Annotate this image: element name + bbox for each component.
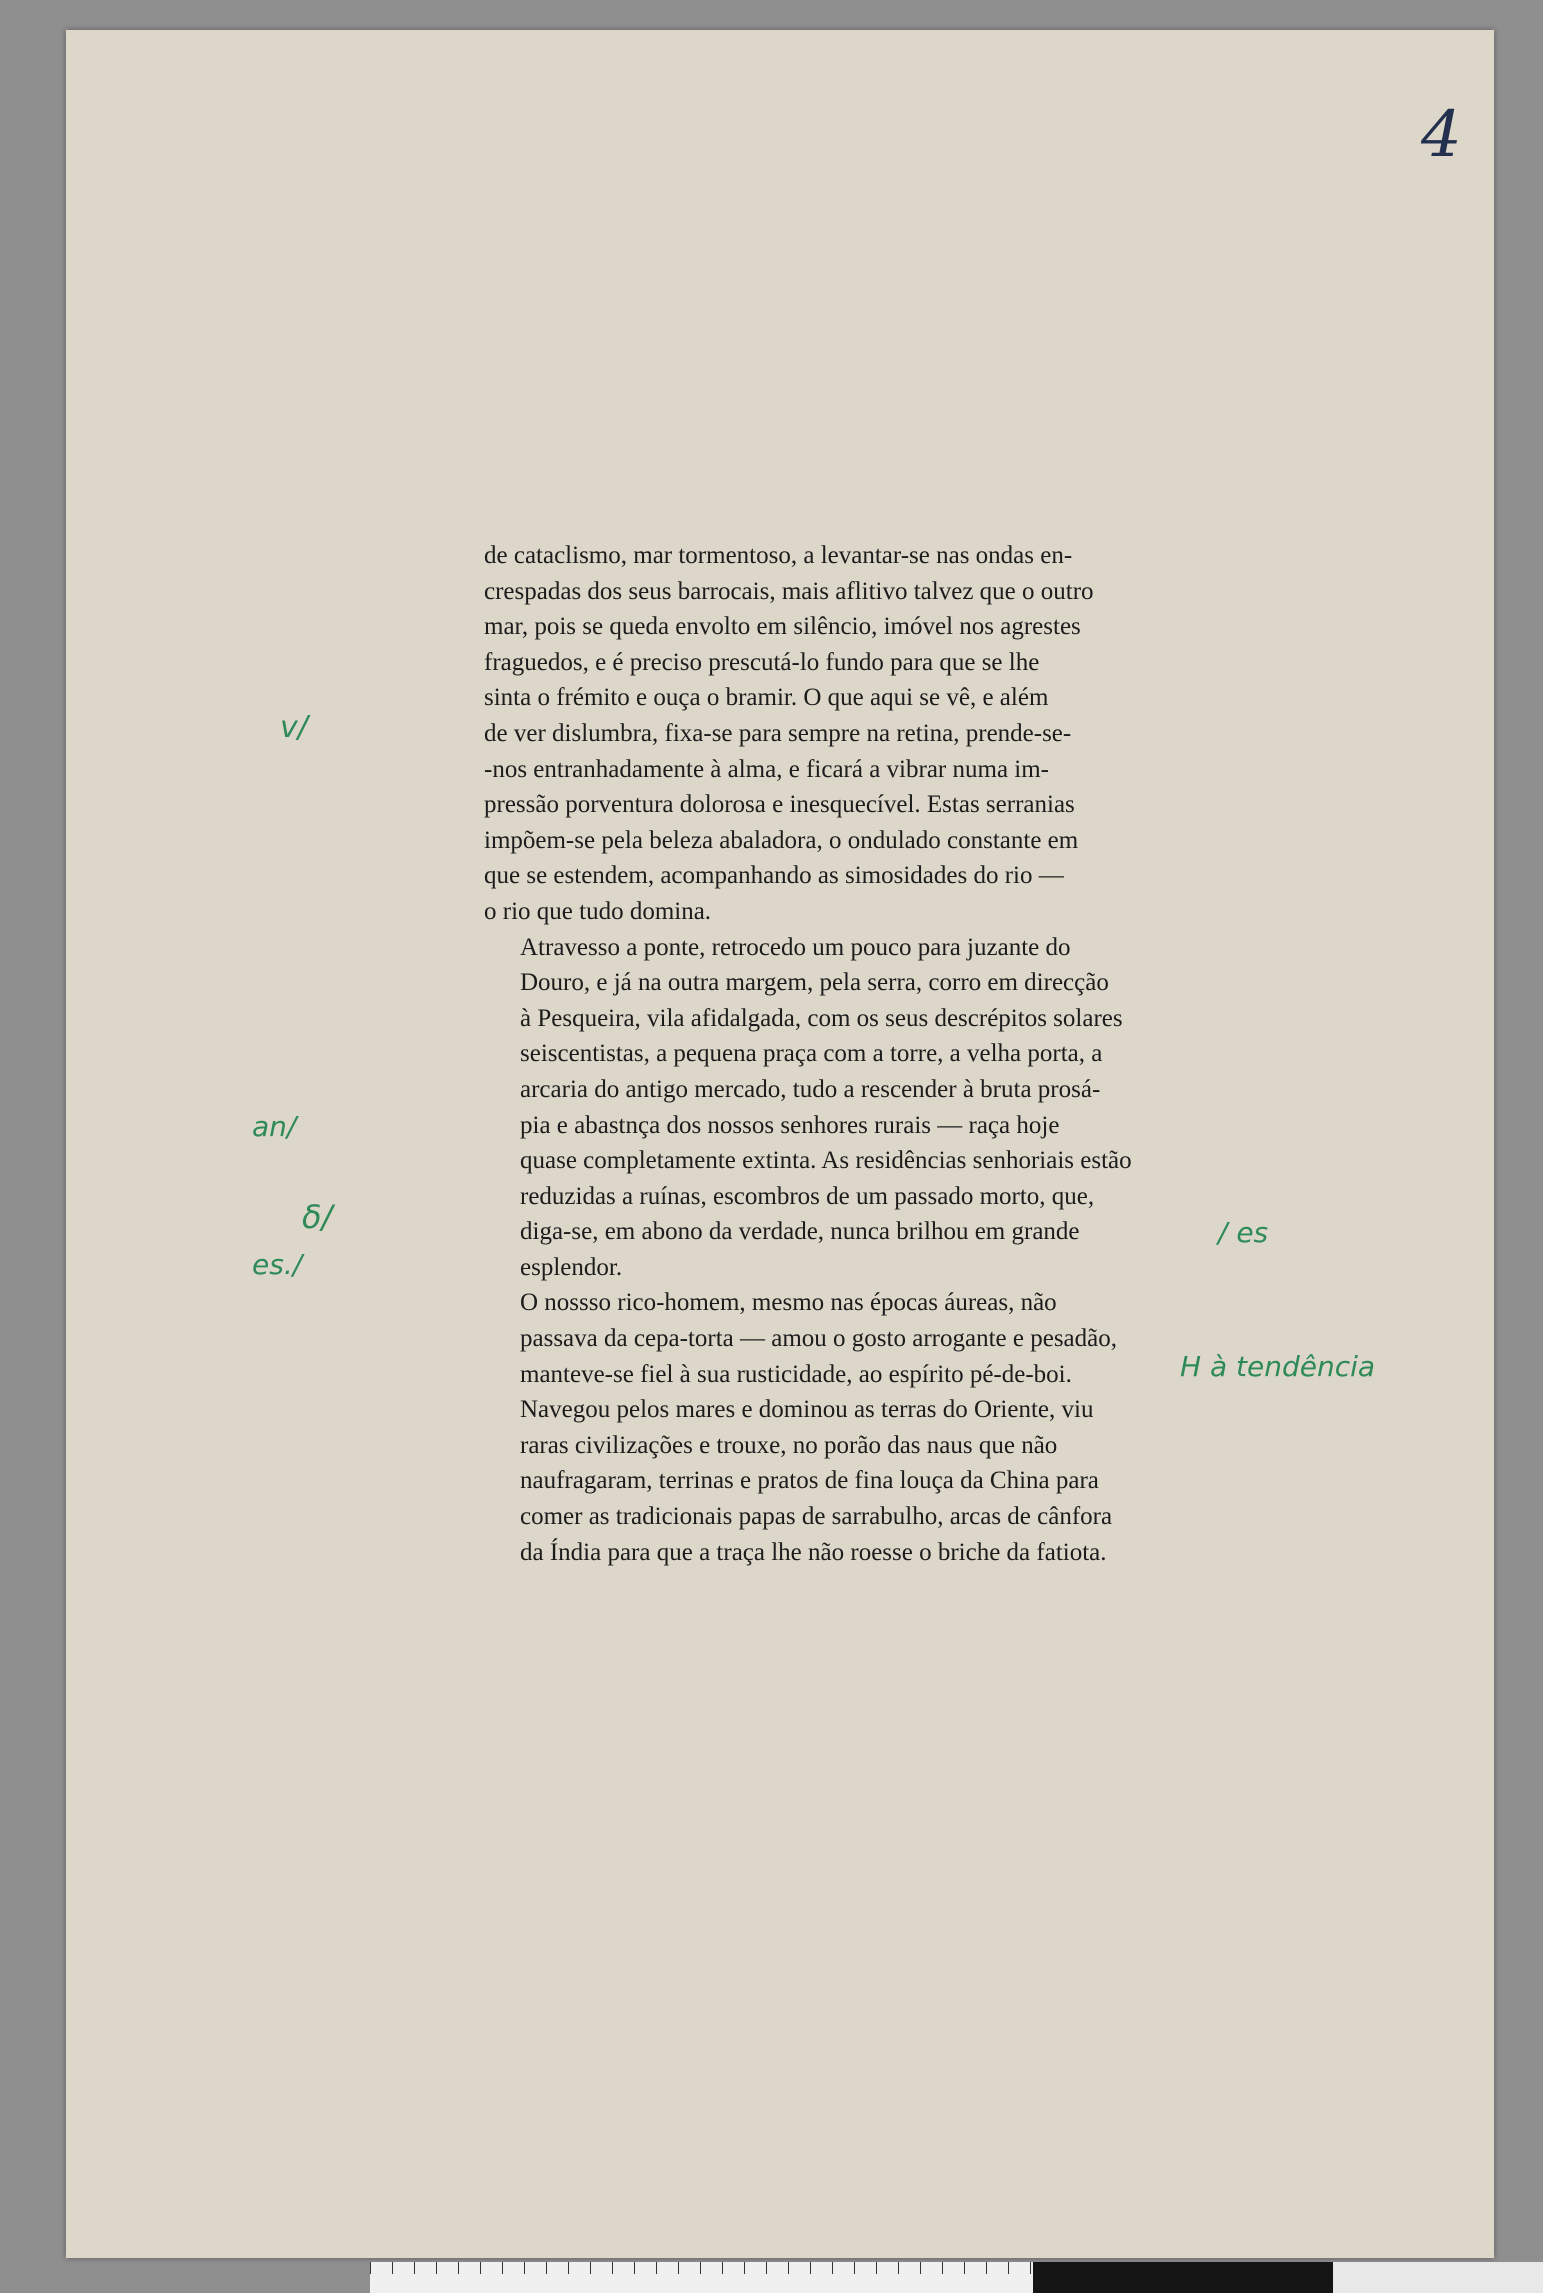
text-line: quase completamente extinta. As residências senhoriais estão bbox=[520, 1147, 1132, 1175]
text-line: o rio que tudo domina. bbox=[484, 897, 712, 925]
manuscript-page bbox=[66, 30, 1494, 2258]
body-text bbox=[484, 538, 1196, 1570]
text-line: manteve-se fiel à sua rusticidade, ao espírito pé-de-boi. bbox=[520, 1360, 1072, 1388]
text-line: passava da cepa-torta — amou o gosto arrogante e pesadão, bbox=[520, 1325, 1117, 1353]
text-line: naufragaram, terrinas e pratos de fina louça da China para bbox=[520, 1467, 1099, 1495]
text-line: à Pesqueira, vila afidalgada, com os seus descrépitos solares bbox=[520, 1004, 1123, 1032]
text-line: impõem-se pela beleza abaladora, o ondulado constante em bbox=[484, 826, 1079, 854]
text-line: reduzidas a ruínas, escombros de um passado morto, que, bbox=[520, 1182, 1095, 1210]
text-line: -nos entranhadamente à alma, e ficará a vibrar numa im- bbox=[484, 755, 1050, 783]
text-line: Atravesso a ponte, retrocedo um pouco para juzante do bbox=[520, 933, 1071, 961]
paragraph bbox=[484, 1285, 1196, 1570]
paragraph bbox=[484, 930, 1196, 1286]
margin-note: an/ bbox=[252, 1110, 297, 1143]
text-line: arcaria do antigo mercado, tudo a rescender à bruta prosá- bbox=[520, 1075, 1101, 1103]
text-line: pressão porventura dolorosa e inesquecível. Estas serranias bbox=[484, 791, 1075, 819]
text-line: de ver dislumbra, fixa-se para sempre na retina, prende-se- bbox=[484, 719, 1072, 747]
text-line: Douro, e já na outra margem, pela serra, corro em direcção bbox=[520, 969, 1109, 997]
paragraph bbox=[484, 538, 1196, 930]
text-line: raras civilizações e trouxe, no porão das naus que não bbox=[520, 1431, 1058, 1459]
text-line: que se estendem, acompanhando as simosidades do rio — bbox=[484, 862, 1064, 890]
text-line: fraguedos, e é preciso prescutá-lo fundo para que se lhe bbox=[484, 648, 1040, 676]
margin-note: H à tendência bbox=[1180, 1350, 1376, 1383]
text-line: diga-se, em abono da verdade, nunca brilhou em grande bbox=[520, 1218, 1080, 1246]
text-line: crespadas dos seus barrocais, mais aflitivo talvez que o outro bbox=[484, 577, 1094, 605]
margin-note: δ/ bbox=[302, 1198, 333, 1236]
ruler-ticks bbox=[370, 2262, 1033, 2274]
text-line: Navegou pelos mares e dominou as terras do Oriente, viu bbox=[520, 1396, 1094, 1424]
text-line: pia e abastnça dos nossos senhores rurais — raça hoje bbox=[520, 1111, 1060, 1139]
text-line: sinta o frémito e ouça o bramir. O que aqui se vê, e além bbox=[484, 684, 1049, 712]
text-line: comer as tradicionais papas de sarrabulho, arcas de cânfora bbox=[520, 1503, 1113, 1531]
color-bar-dark bbox=[1033, 2262, 1333, 2293]
text-line: de cataclismo, mar tormentoso, a levantar-se nas ondas en- bbox=[484, 542, 1073, 569]
text-line: mar, pois se queda envolto em silêncio, imóvel nos agrestes bbox=[484, 613, 1081, 641]
text-line: O nossso rico-homem, mesmo nas épocas áureas, não bbox=[520, 1289, 1057, 1317]
margin-note: v/ bbox=[280, 710, 308, 745]
text-line: esplendor. bbox=[520, 1253, 623, 1281]
color-bar-light bbox=[1333, 2262, 1543, 2293]
text-line: da Índia para que a traça lhe não roesse o briche da fatiota. bbox=[520, 1538, 1107, 1566]
page-number: 4 bbox=[1421, 98, 1462, 172]
margin-note: es./ bbox=[252, 1248, 303, 1281]
margin-note: / es bbox=[1218, 1216, 1269, 1249]
text-line: seiscentistas, a pequena praça com a torre, a velha porta, a bbox=[520, 1040, 1103, 1068]
